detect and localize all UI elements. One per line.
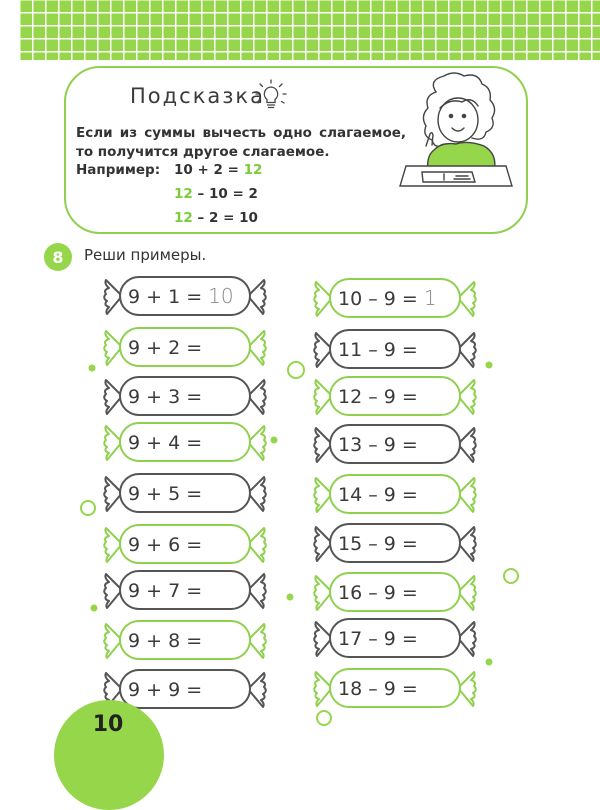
example-expression: 9 + 9 = bbox=[128, 679, 203, 701]
hint-rule-text: Если из суммы вычесть одно слагаемое, то получится другое слагаемое. bbox=[76, 125, 406, 160]
example-expression: 9 + 1 = 10 bbox=[128, 284, 234, 308]
example-expression: 11 – 9 = bbox=[338, 339, 418, 361]
page-number: 10 bbox=[92, 712, 124, 737]
example-expression: 9 + 7 = bbox=[128, 580, 203, 602]
example-label: Например: bbox=[76, 162, 161, 178]
deco-dot bbox=[486, 362, 493, 369]
example-expression: 18 – 9 = bbox=[338, 678, 418, 700]
example-expression: 10 – 9 = 1 bbox=[338, 286, 437, 310]
deco-dot bbox=[287, 594, 294, 601]
example-expression: 15 – 9 = bbox=[338, 533, 418, 555]
deco-dot bbox=[271, 437, 278, 444]
deco-circle bbox=[288, 362, 304, 378]
hint-title: Подсказка bbox=[130, 84, 265, 108]
example-1: 10 + 2 = 12 bbox=[174, 162, 263, 178]
example-expression: 16 – 9 = bbox=[338, 582, 418, 604]
answer-field[interactable]: 10 bbox=[208, 284, 234, 308]
deco-circle bbox=[317, 711, 331, 725]
example-expression: 9 + 2 = bbox=[128, 337, 203, 359]
example-expression: 9 + 8 = bbox=[128, 630, 203, 652]
example-expression: 13 – 9 = bbox=[338, 434, 418, 456]
example-expression: 9 + 4 = bbox=[128, 432, 203, 454]
deco-circle bbox=[504, 569, 518, 583]
deco-circle bbox=[81, 501, 95, 515]
example-2: 12 – 10 = 2 bbox=[174, 186, 258, 202]
example-expression: 14 – 9 = bbox=[338, 484, 418, 506]
deco-dot bbox=[91, 605, 98, 612]
deco-dot bbox=[89, 365, 96, 372]
example-expression: 9 + 6 = bbox=[128, 534, 203, 556]
deco-dot bbox=[486, 659, 493, 666]
task-number-badge: 8 bbox=[44, 243, 72, 271]
example-expression: 17 – 9 = bbox=[338, 628, 418, 650]
example-expression: 9 + 3 = bbox=[128, 386, 203, 408]
example-expression: 12 – 9 = bbox=[338, 386, 418, 408]
example-3: 12 – 2 = 10 bbox=[174, 210, 258, 226]
example-expression: 9 + 5 = bbox=[128, 483, 203, 505]
task-instruction: Реши примеры. bbox=[84, 246, 207, 264]
answer-field[interactable]: 1 bbox=[423, 286, 437, 310]
